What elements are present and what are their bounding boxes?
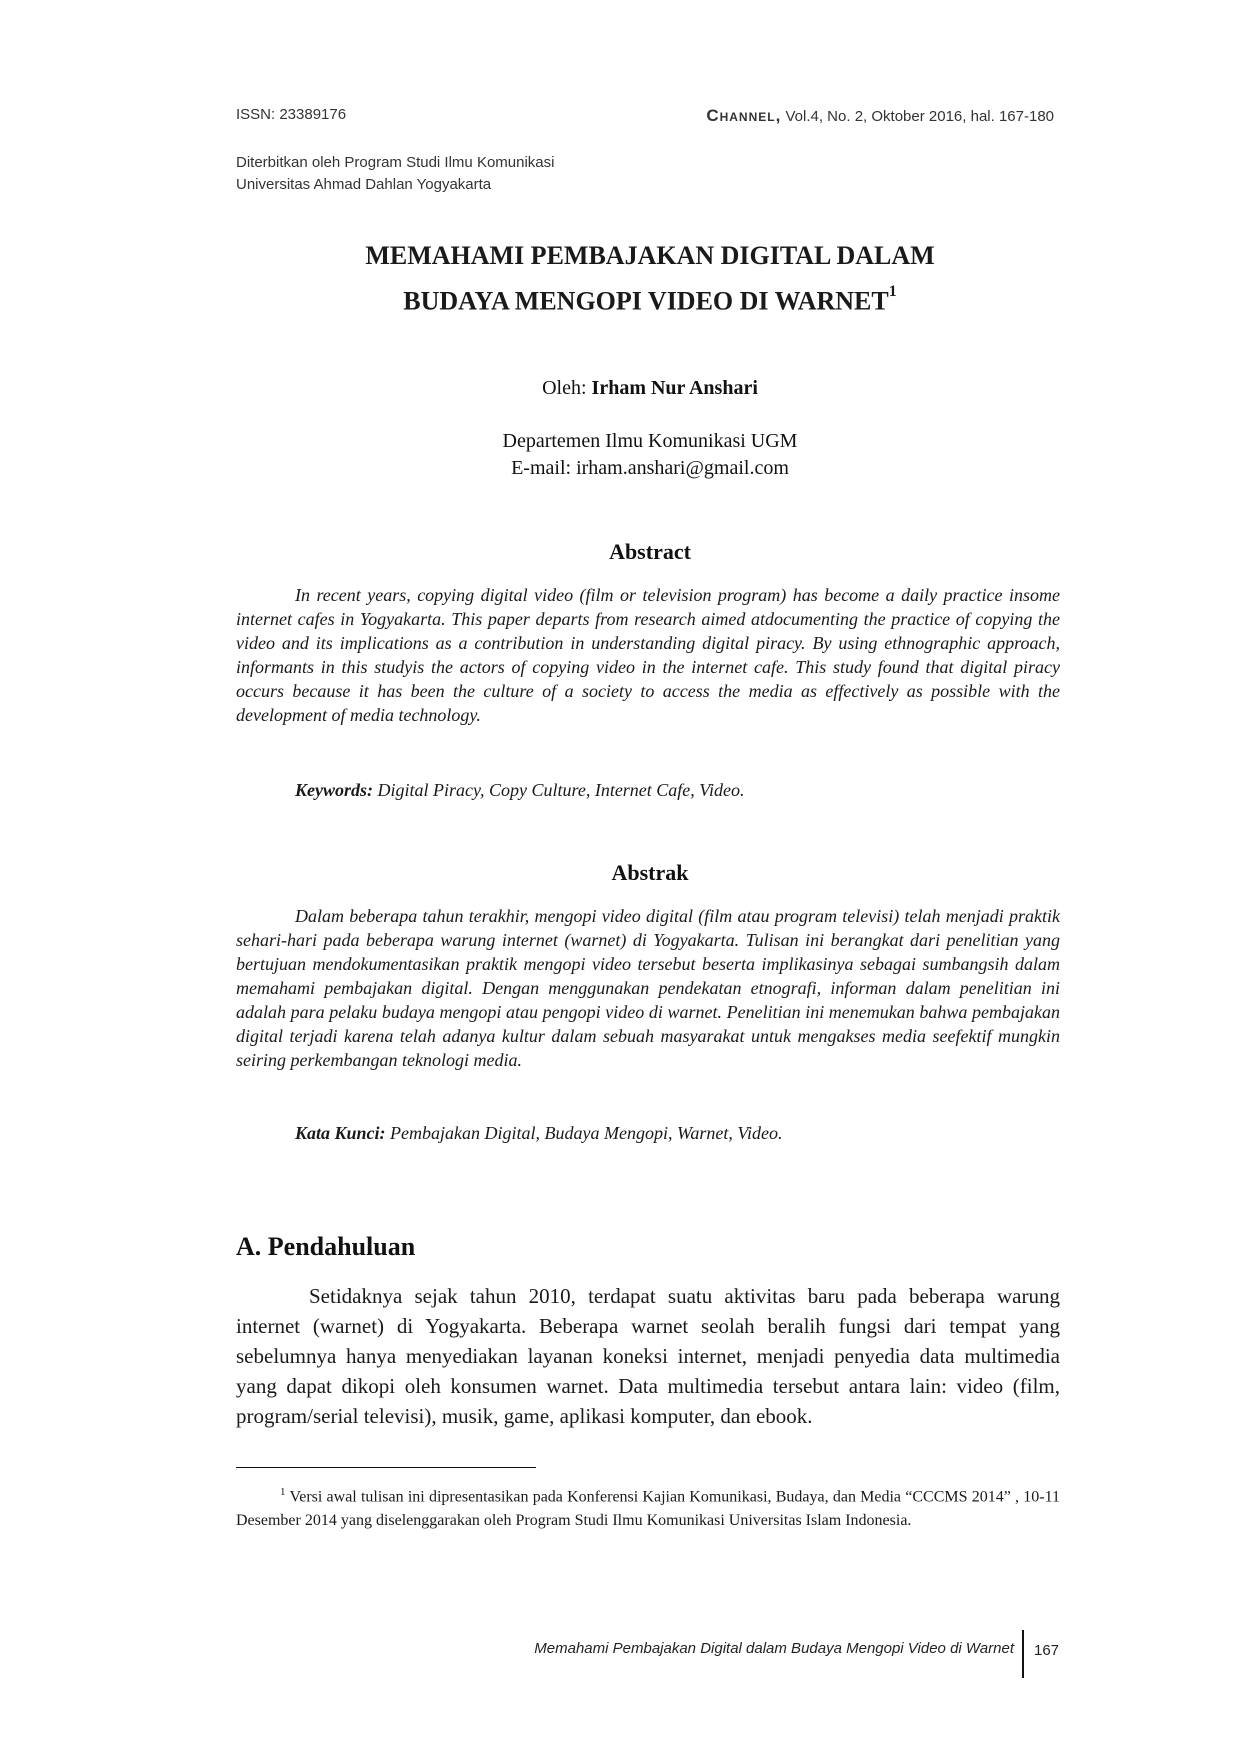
journal-details: Vol.4, No. 2, Oktober 2016, hal. 167-180 <box>785 108 1054 125</box>
paper-title <box>0 236 1240 322</box>
author-email: E-mail: irham.anshari@gmail.com <box>511 457 789 479</box>
footnote <box>236 1480 1060 1533</box>
section-heading: A. Pendahuluan <box>236 1232 416 1261</box>
kata-kunci-label: Kata Kunci: <box>295 1123 386 1143</box>
keywords-text: Digital Piracy, Copy Culture, Internet Cafe, Video. <box>377 780 745 800</box>
author-affiliation: Departemen Ilmu Komunikasi UGM <box>502 430 798 452</box>
author-name: Irham Nur Anshari <box>591 377 758 399</box>
author-prefix: Oleh: <box>542 377 587 399</box>
section-body: Setidaknya sejak tahun 2010, terdapat suatu aktivitas baru pada beberapa warung internet (warnet) di Yogyakarta. Beberapa warnet seolah beralih fungsi dari tempat yang sebelumnya hanya menyediakan layanan koneksi internet, menjadi penyedia data multimedia yang dapat dikopi oleh konsumen warnet. Data multimedia tersebut antara lain: video (film, program/serial televisi), musik, game, aplikasi komputer, dan ebook. <box>236 1284 1060 1428</box>
author-line <box>0 377 1240 400</box>
footnote-rule <box>236 1467 536 1468</box>
abstract-body: In recent years, copying digital video (film or television program) has become a daily practice insome internet cafes in Yogyakarta. This paper departs from research aimed atdocumenting the practice of copying the video and its implications as a contribution in understanding digital piracy. By using ethnographic approach, informants in this studyis the actors of copying video in the internet cafe. This study found that digital piracy occurs because it has been the culture of a society to access the media as effectively as possible with the development of media technology. <box>236 585 1060 725</box>
keywords <box>295 780 744 801</box>
publisher-line1: Diterbitkan oleh Program Studi Ilmu Komunikasi <box>236 154 555 171</box>
footnote-mark: 1 <box>280 1486 286 1498</box>
publisher-line2: Universitas Ahmad Dahlan Yogyakarta <box>236 176 492 193</box>
abstrak-body: Dalam beberapa tahun terakhir, mengopi video digital (film atau program televisi) telah menjadi praktik sehari-hari pada beberapa warung internet (warnet) di Yogyakarta. Tulisan ini berangkat dari penelitian yang bertujuan mendokumentasikan praktik mengopi video tersebut beserta implikasinya sebagai sumbangsih dalam memahami pembajakan digital. Dengan menggunakan pendekatan etnografi, informan dalam penelitian ini adalah para pelaku budaya mengopi atau pengopi video di warnet. Penelitian ini menemukan bahwa pembajakan digital terjadi karena telah adanya kultur dalam sebuah masyarakat untuk mengakses media seefektif mungkin seiring perkembangan teknologi media. <box>236 906 1060 1070</box>
journal-name: Channel, <box>706 106 782 125</box>
abstract-heading: Abstract <box>609 539 691 564</box>
kata-kunci <box>295 1123 782 1144</box>
footer-divider <box>1022 1630 1024 1678</box>
keywords-label: Keywords: <box>295 780 373 800</box>
abstrak-heading: Abstrak <box>611 860 689 885</box>
running-title: Memahami Pembajakan Digital dalam Budaya Mengopi Video di Warnet <box>534 1640 1014 1657</box>
issn: ISSN: 23389176 <box>236 106 347 123</box>
title-footnote-mark: 1 <box>888 283 897 300</box>
title-line2-text: BUDAYA MENGOPI VIDEO DI WARNET <box>403 286 889 316</box>
page-number: 167 <box>1034 1642 1060 1659</box>
author-affiliation-block <box>0 428 1240 482</box>
kata-kunci-text: Pembajakan Digital, Budaya Mengopi, Warnet, Video. <box>390 1123 783 1143</box>
title-line2 <box>0 276 1240 322</box>
title-line1: MEMAHAMI PEMBAJAKAN DIGITAL DALAM <box>365 241 935 270</box>
journal-citation <box>706 106 1054 126</box>
footnote-text: Versi awal tulisan ini dipresentasikan pada Konferensi Kajian Komunikasi, Budaya, dan Media “CCCMS 2014” , 10-11 Desember 2014 yang diselenggarakan oleh Program Studi Ilmu Komunikasi Universitas Islam Indonesia. <box>236 1488 1060 1530</box>
publisher-info <box>236 152 554 196</box>
